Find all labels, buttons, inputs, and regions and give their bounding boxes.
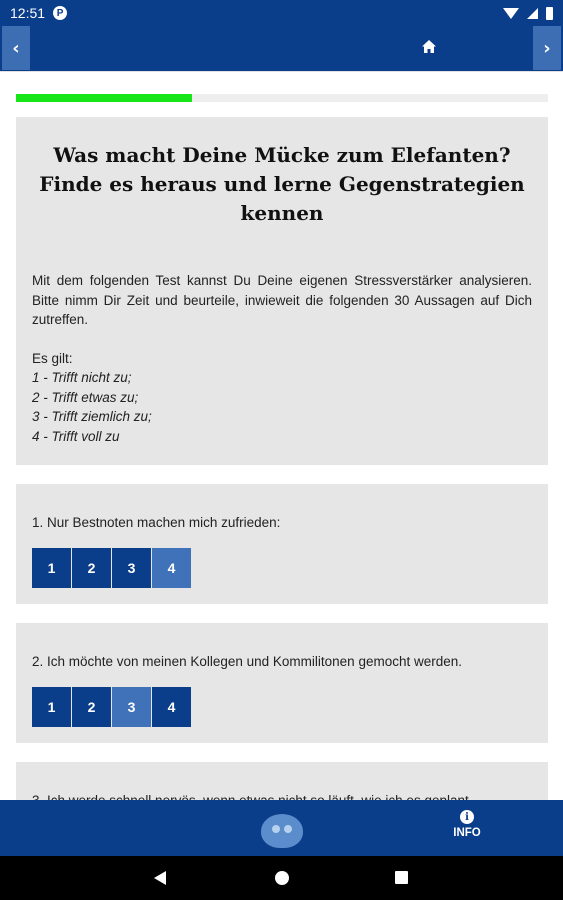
system-recents-icon[interactable] — [395, 871, 408, 884]
status-bar — [0, 0, 563, 26]
rating-button-3[interactable]: 3 — [112, 548, 151, 588]
rating-button-2[interactable]: 2 — [72, 548, 111, 588]
rating-options — [32, 687, 192, 727]
home-icon[interactable] — [420, 38, 438, 56]
mascot-icon[interactable] — [261, 814, 303, 848]
bottom-nav — [0, 800, 563, 856]
rating-button-3[interactable]: 3 — [112, 687, 151, 727]
battery-icon — [546, 7, 553, 20]
question-text: 1. Nur Bestnoten machen mich zufrieden: — [32, 515, 281, 530]
chevron-left-icon: ‹ — [12, 37, 20, 59]
system-home-icon[interactable] — [275, 871, 289, 885]
intro-text: Mit dem folgenden Test kannst Du Deine eigenen Stressverstärker analysieren. Bitte nimm Dir Zeit und beurteile, inwieweit die folgenden 30 Aussagen auf Dich zutreffen. — [32, 273, 532, 327]
top-toolbar — [0, 26, 563, 72]
app-notification-icon: P — [53, 6, 67, 20]
rating-button-4[interactable]: 4 — [152, 548, 191, 588]
info-icon: i — [460, 810, 474, 824]
question-card-2 — [16, 623, 548, 743]
mascot-eye — [272, 825, 280, 833]
question-card-1 — [16, 484, 548, 604]
scale-item: 1 - Trifft nicht zu; — [32, 370, 132, 385]
wifi-icon — [503, 8, 519, 19]
status-time: 12:51 — [10, 5, 46, 21]
rating-options — [32, 548, 192, 588]
intro-card — [16, 117, 548, 465]
mascot-eye — [284, 825, 292, 833]
rating-button-1[interactable]: 1 — [32, 548, 71, 588]
info-label: INFO — [453, 827, 481, 839]
system-nav-bar — [0, 856, 563, 900]
scale-item: 2 - Trifft etwas zu; — [32, 389, 139, 405]
scale-item: 4 - Trifft voll zu — [32, 428, 120, 444]
rating-button-2[interactable]: 2 — [72, 687, 111, 727]
status-indicators — [503, 7, 553, 20]
signal-icon — [527, 8, 538, 19]
system-back-icon[interactable] — [154, 871, 166, 885]
scale-item: 3 - Trifft ziemlich zu; — [32, 409, 152, 424]
rating-button-1[interactable]: 1 — [32, 687, 71, 727]
page-title: Was macht Deine Mücke zum Elefanten? Finde es heraus und lerne Gegenstrategien kennen — [39, 143, 525, 225]
progress-fill — [16, 94, 192, 102]
question-text: 2. Ich möchte von meinen Kollegen und Kommilitonen gemocht werden. — [32, 654, 462, 669]
forward-button[interactable] — [533, 26, 561, 70]
scale-heading: Es gilt: — [32, 350, 73, 366]
progress-bar — [16, 94, 548, 102]
info-button[interactable] — [447, 810, 487, 839]
back-button[interactable] — [2, 26, 30, 70]
chevron-right-icon: › — [543, 37, 551, 59]
rating-button-4[interactable]: 4 — [152, 687, 191, 727]
